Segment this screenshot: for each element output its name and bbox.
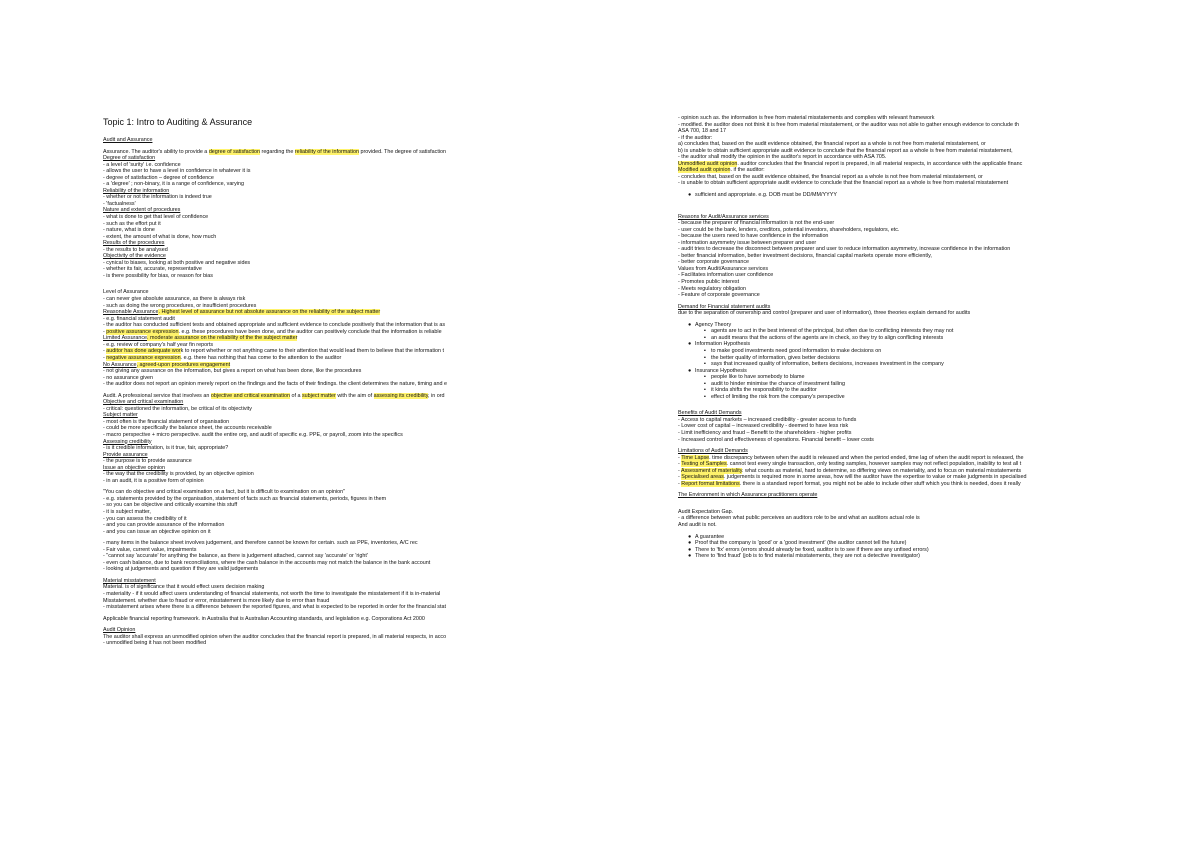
text-line: - is there possibility for bias, or reason for bias [103, 272, 213, 279]
text-line: - allows the user to have a level in confidence in whatever it is [103, 168, 251, 175]
bullet-icon: ● [688, 533, 692, 540]
bullet-icon: ▪ [704, 328, 706, 335]
bullet-text: Proof that the company is 'good' or a 'good investment' (the auditor cannot tell the future) [695, 540, 907, 547]
highlighted-text: Unmodified audit opinion [678, 160, 738, 167]
bullet-text: it kinda shifts the responsibility to the auditor [711, 387, 817, 394]
text-line: - extent, the amount of what is done, how much [103, 233, 217, 240]
text-line: due to the separation of ownership and control (preparer and user of information), three theories explain demand for audits [678, 310, 971, 317]
text-span: - [678, 480, 682, 487]
bullet-text: audit to hinder minimise the chance of investment failing [711, 380, 845, 387]
highlighted-text: Report format limitations [681, 480, 740, 487]
text-line: - looking at judgements and question if they are valid judgements [103, 566, 259, 573]
text-line: - Limit inefficiency and fraud – Benefit to the shareholders - higher profits [678, 429, 852, 436]
text-line: - in an audit, it is a positive form of opinion [103, 477, 204, 484]
underlined-term: Limited Assurance [103, 335, 148, 342]
text-line: - because the preparer of financial information is not the end-user [678, 220, 835, 227]
text-line: - Meets regulatory obligation [678, 285, 747, 292]
text-line: - so you can be objective and critically examine this stuff [103, 502, 238, 509]
text-line: - a level of 'surity' i.e. confidence [103, 161, 181, 168]
text-line: - cynical to biases, looking at both positive and negative sides [103, 259, 251, 266]
section-heading: Assessing credibility [103, 438, 152, 445]
highlighted-text: Modified audit opinion [678, 167, 731, 174]
highlighted-text: Specialised areas [681, 474, 724, 481]
text-line: Material. is of significance that it would effect users decision making [103, 584, 265, 591]
bullet-text: There to 'find fraud' (job is to find material misstatements, they are not a detective investigator) [695, 553, 920, 560]
highlighted-text: . moderate assurance on the reliability of the the subject matter [147, 335, 298, 342]
section-heading: Limitations of Audit Demands [678, 448, 748, 455]
highlighted-text: positive assurance expression [106, 328, 179, 335]
text-line: - whether its fair, accurate, representative [103, 266, 202, 273]
text-line: - Fair value, current value, impairments [103, 546, 197, 553]
text-span: - [103, 348, 107, 355]
text-line: - can never give absolute assurance, as there is always risk [103, 296, 246, 303]
left-page-content [103, 116, 524, 647]
highlighted-text: . Highest level of assurance but not absolute assurance on the reliability of the subject matter [158, 309, 381, 316]
text-line: - it is subject matter, [103, 508, 151, 515]
text-line: - such as doing the wrong procedures, or insufficient procedures [103, 302, 257, 309]
text-line: - is unable to obtain sufficient appropriate audit evidence to conclude that the financial report as a whole is free from material misstatement [678, 180, 1009, 187]
bullet-text: agents are to act in the best interest of the principal, but often due to conflicting interests they may not [711, 328, 954, 335]
text-line: - whether or not the information is indeed true [103, 194, 212, 201]
text-span: . auditor concludes that the financial report is prepared, in all material respects, in accordance with the applicable financ [737, 160, 1023, 167]
text-line: - the way that the credibility is provided, by an objective opinion [103, 471, 254, 478]
bullet-item [678, 553, 1100, 560]
bullet-icon: ▪ [704, 393, 706, 400]
bullet-text: people like to have somebody to blame [711, 374, 805, 381]
text-span: . time discrepancy between when the audit is released and when the period ended, time lag of when the audit report is released, the [709, 454, 1024, 461]
text-line: The auditor shall express an unmodified opinion when the auditor concludes that the financial report is prepared, in all material respects, in acco [103, 633, 447, 640]
text-line: - Promotes public interest [678, 279, 740, 286]
text-line: - because the users need to have confidence in the information [678, 233, 829, 240]
text-line: - e.g. financial statement audit [103, 315, 175, 322]
bullet-text: Information Hypothesis [695, 341, 751, 348]
text-line: - Access to capital markets – increased credibility - greater access to funds [678, 416, 857, 423]
section-heading: Results of the procedures [103, 240, 165, 247]
text-line: - and you can issue an objective opinion on it [103, 528, 211, 535]
underlined-term: Reasonable Assurance [103, 309, 159, 316]
section-heading: Subject matter [103, 412, 138, 419]
text-line: - better financial information, better investment decisions, financial capital markets operate more efficiently, [678, 252, 932, 259]
bullet-icon: ● [688, 367, 692, 374]
text-line: - the results to be analysed [103, 246, 168, 253]
text-span: regarding the [260, 148, 295, 155]
bullet-text: Agency Theory [695, 321, 732, 328]
section-heading: The Environment in which Assurance practitioners operate [678, 492, 818, 499]
bullet-icon: ● [688, 321, 692, 328]
bullet-icon: ▪ [704, 354, 706, 361]
highlighted-text: , agreed-upon procedures engagement [136, 361, 231, 368]
text-span: - [678, 474, 682, 481]
text-span: k to report whether or not anything came to their attention that would lead them to believe that the information t [180, 348, 445, 355]
text-span: Assurance. The auditor's ability to provide a [103, 148, 209, 155]
text-line: "You can do objective and critical examination on a fact, but it is difficult to examination on an opinion" [103, 489, 346, 496]
text-line: - "cannot say 'accurate' for anything the balance, as there is judgement attached, cannot say 'accurate' or 'right' [103, 553, 368, 560]
text-line: - user could be the bank, lenders, creditors, potential investors, shareholders, regulators, etc. [678, 226, 900, 233]
text-line: - opinion such as. the information is free from material misstatements and complies with relevant framework [678, 115, 935, 121]
text-line: b) is unable to obtain sufficient appropriate audit evidence to conclude that the financial report as a whole is free from material misstatement, [678, 147, 1013, 154]
text-span: . e.g. these procedures have been done, and the auditor can positively conclude that the information is reliable [178, 328, 442, 335]
text-line: And audit is not. [678, 521, 717, 528]
text-line: Level of Assurance [103, 289, 149, 296]
text-span: , in ord [428, 392, 445, 399]
text-line: - the auditor has conducted sufficient tests and obtained appropriate and sufficient evidence to conclude positively that the information that is as [103, 322, 446, 329]
section-heading: Demand for Financial statement audits [678, 303, 771, 310]
text-line: - audit tries to decrease the disconnect between preparer and user to reduce information asymmetry, increase confidence in the information [678, 246, 1011, 253]
highlighted-text: Time Lapse [681, 454, 710, 461]
text-line: Applicable financial reporting framework. in Australia that is Australian Accounting standards, and legislation e.g. Corporations Act 2000 [103, 615, 425, 622]
text-line: Audit Expectation Gap. [678, 508, 734, 515]
section-heading: Audit and Assurance [103, 137, 153, 143]
section-heading: Audit Opinion [103, 627, 136, 634]
text-line: - Feature of corporate governance [678, 292, 760, 299]
bullet-icon: ▪ [704, 387, 706, 394]
text-line: - Facilitates information user confidence [678, 272, 774, 279]
section-heading: Reliability of the information [103, 187, 170, 194]
bullet-text: says that increased quality of information, betters decisions, increases investment in the company [711, 361, 944, 368]
text-line: - a difference between what public perceives an auditors role to be and what an auditors actual role is [678, 515, 920, 522]
highlighted-text: reliability of the information [294, 148, 359, 155]
section-heading: Provide assurance [103, 451, 148, 458]
highlighted-text: auditor has done adequate wor [106, 348, 181, 355]
underlined-term: No Assurance [103, 361, 137, 368]
text-line: - macro perspective + micro perspective. audit the entire org, and audit of specific e.g. PPE, or payroll, zoom into the specifics [103, 431, 403, 438]
highlighted-text: negative assurance expression [106, 354, 181, 361]
bullet-icon: ▪ [704, 374, 706, 381]
bullet-text: to make good investments need good information to make decisions on [711, 347, 882, 354]
text-line: - critical: questioned the information, be critical of its objectivity [103, 405, 252, 412]
text-span: . what counts as material, hard to determine, so differing views on materiality, and to focus on material misstatements [742, 467, 1022, 474]
highlighted-text: Testing of Samples [681, 461, 727, 468]
highlighted-text: subject matter [301, 392, 336, 399]
text-line: - such as the effort put it [103, 220, 161, 227]
text-line: - unmodified being it has not been modified [103, 640, 207, 647]
bullet-icon: ● [688, 341, 692, 348]
text-span: - [103, 328, 107, 335]
text-line: a) concludes that, based on the audit evidence obtained, the financial report as a whole is not free from material misstatement, or [678, 141, 986, 148]
text-span: . cannot test every single transaction, only testing samples, however samples may not reflect population, inability to test all t [726, 461, 1022, 468]
text-span: with the aim of [335, 392, 374, 399]
bullet-icon: ● [688, 192, 692, 199]
bullet-text: sufficient and appropriate. e.g. DOB must be DD/MM/YYYY [695, 192, 837, 199]
text-span: - [678, 454, 682, 461]
bullet-icon: ▪ [704, 361, 706, 368]
text-line: - modified. the auditor does not think it is free from material misstatement, or the auditor was not able to gather enough evidence to conclude th [678, 121, 1019, 128]
text-line: - nature, what is done [103, 227, 155, 234]
page-title: Topic 1: Intro to Auditing & Assurance [103, 117, 253, 127]
text-line: - concludes that, based on the audit evidence obtained, the financial report as a whole is not free from material misstatement, or [678, 173, 983, 180]
text-line: - e.g. review of company's half year fin reports [103, 341, 214, 348]
section-heading: Degree of satisfaction [103, 155, 156, 162]
text-span: . e.g. there has nothing that has come to the attention to the auditor [180, 354, 342, 361]
text-line: - is it credible information, is it true, fair, appropriate? [103, 445, 229, 452]
bullet-text: the better quality of information, gives better decisions [711, 354, 840, 361]
text-line: - degree of satisfaction – degree of confidence [103, 174, 214, 181]
section-heading: Objective and critical examination [103, 399, 184, 406]
bullet-icon: ▪ [704, 334, 706, 341]
bullet-icon: ● [688, 540, 692, 547]
text-line: - Lower cost of capital – increased credibility - deemed to have less risk [678, 423, 849, 430]
section-heading: Nature and extent of procedures [103, 207, 181, 214]
text-line: - most often is the financial statement of organisation [103, 418, 230, 425]
section-heading: Reasons for Audit/Assurance services [678, 213, 769, 220]
highlighted-text: assessing its credibility [373, 392, 429, 399]
bullet-icon: ▪ [704, 380, 706, 387]
text-line: - better corporate governance [678, 259, 750, 266]
bullet-text: effect of limiting the risk from the company's perspective [711, 393, 845, 400]
bullet-icon: ▪ [704, 347, 706, 354]
text-line: - materiality - if it would affect users understanding of financial statements, not worth the time to investigate the misstatement if it is in-material [103, 591, 441, 597]
bullet-icon: ● [688, 553, 692, 560]
text-line: - could be more specifically the balance sheet, the accounts receivable [103, 425, 272, 432]
text-span: provided. The degree of satisfaction [358, 148, 447, 155]
bullet-text: an audit means that the actions of the agents are in check, so they try to align conflicting interests [711, 334, 944, 341]
text-span: Audit. A professional service that involves an [103, 392, 211, 399]
text-line: - and you can provide assurance of the information [103, 522, 225, 529]
right-page-content [678, 115, 1100, 560]
text-span: . if the auditor: [730, 167, 765, 174]
text-line: - the auditor shall modify the opinion in the auditor's report in accordance with ASA 705. [678, 154, 887, 161]
text-line: - many items in the balance sheet involves judgement, and therefore cannot be known for certain. such as PPE, inventories, A/C rec [103, 540, 418, 547]
text-line: Misstatement. whether due to fraud or error, misstatement is more likely due to error than fraud [103, 597, 330, 604]
text-line: - what is done to get that level of confidence [103, 214, 209, 221]
right-page [600, 0, 1200, 848]
bullet-icon: ● [688, 546, 692, 553]
section-heading: Material misstatement [103, 577, 156, 584]
text-span: - [678, 467, 681, 474]
text-span: . judgements is required more in some areas, how will the auditor have the expertise to value or make judgments in specialised [723, 474, 1027, 481]
text-line: - no assurance given [103, 374, 154, 381]
text-line: - Increased control and effectiveness of operations. Financial benefit – lower costs [678, 436, 874, 443]
text-line: - even cash balance, due to bank reconciliations, where the cash balance in the accounts may not match the balance in the bank account [103, 559, 431, 566]
text-line: - information asymmetry issue between preparer and user [678, 239, 817, 246]
highlighted-text: Assessment of materiality [681, 467, 743, 474]
text-line: - a 'degree' ; non-binary, it is a range of confidence, varying [103, 181, 244, 188]
section-heading: Issue an objective opinion [103, 464, 166, 471]
section-heading: Objectivity of the evidence [103, 253, 166, 260]
text-line: - you can assess the credibility of it [103, 515, 187, 522]
text-span: - [678, 461, 682, 468]
text-line: - if the auditor: [678, 134, 713, 141]
bullet-text: There to 'fix' errors (errors should already be fixed, auditor is to see if there are any unfixed errors) [695, 546, 929, 553]
text-span: . there is a standard report format, you might not be able to include other stuff which you think is needed, does it really [739, 480, 1021, 487]
bullet-text: A guarantee [695, 533, 725, 540]
text-line: Values from Audit/Assurance services [678, 265, 769, 272]
text-line: - the auditor does not report an opinion merely report on the findings and the facts of their findings. the client determines the nature, timing and e [103, 381, 448, 388]
highlighted-text: degree of satisfaction [208, 148, 261, 155]
section-heading: Benefits of Audit Demands [678, 410, 742, 417]
bullet-text: Insurance Hypothesis [695, 367, 747, 374]
text-line: - e.g. statements provided by the organisation, statement of facts such as financial statements, periods, figures in them [103, 495, 387, 502]
text-line: - 'factualness' [103, 200, 136, 207]
text-line: - the purpose is to provide assurance [103, 458, 192, 465]
text-line: - misstatement arises where there is a difference between the reported figures, and what is expected to be reported in order for the financial stat [103, 604, 446, 611]
text-span: - [103, 354, 107, 361]
text-span: of a [289, 392, 302, 399]
text-line: ASA 700, 18 and 17 [678, 128, 726, 135]
highlighted-text: objective and critical examination [210, 392, 290, 399]
text-line: - not giving any assurance on the information, but gives a report on what has been done, like the procedures [103, 368, 362, 375]
